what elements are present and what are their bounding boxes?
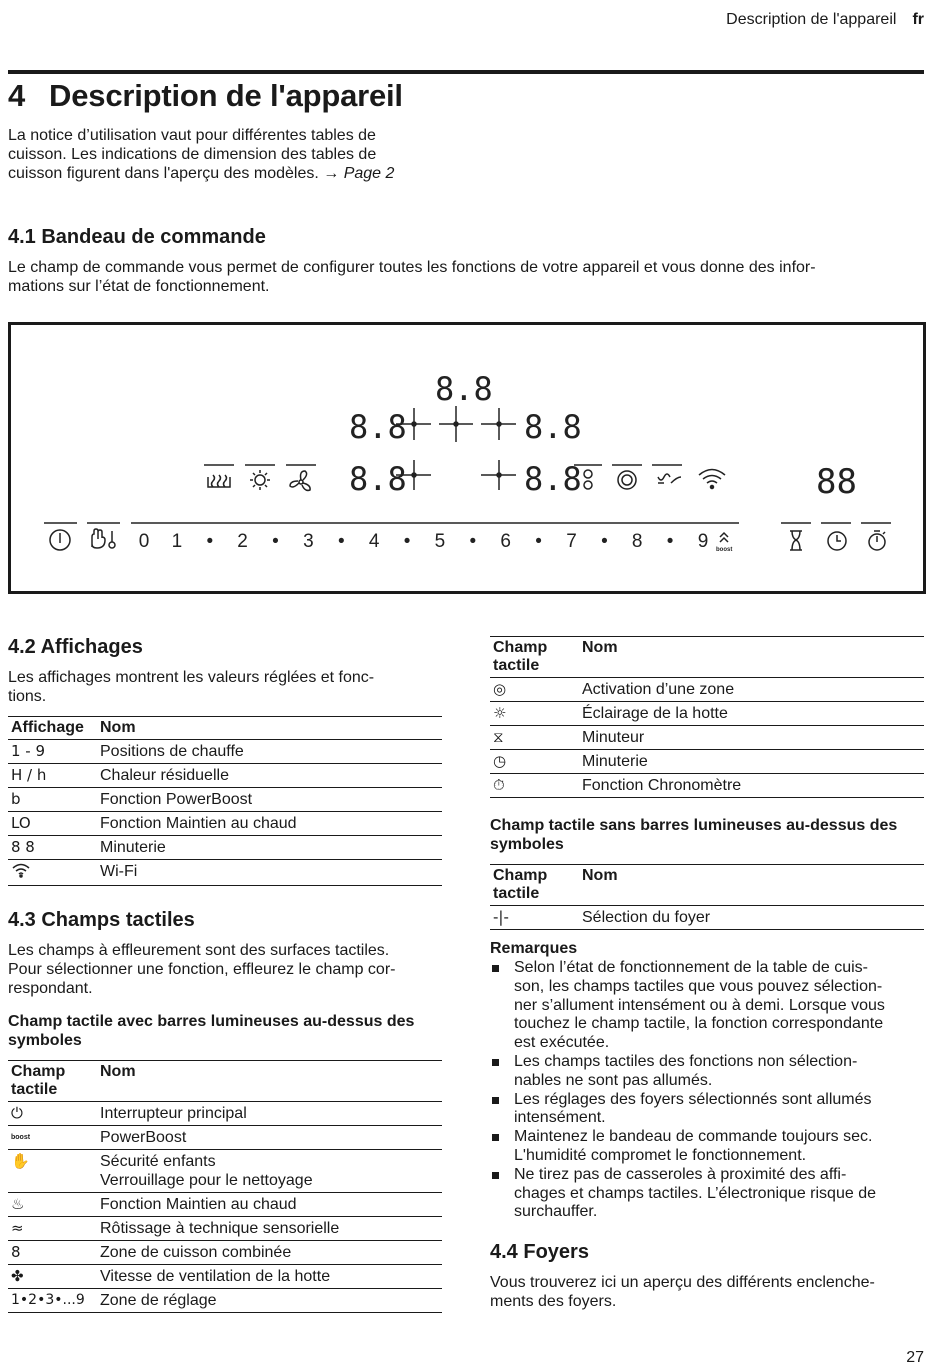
child-lock-icon: ✋ (11, 1152, 30, 1170)
section-4-3-title: 4.3 Champs tactiles (8, 909, 195, 931)
chapter-intro: La notice d’utilisation vaut pour différentes tables de cuisson. Les indications de dimension des tables de cuisson figurent dans l'aperçu des modèles. → Page 2 (8, 127, 395, 182)
scale-level-7[interactable]: 7 (566, 531, 577, 552)
section-4-4-title: 4.4 Foyers (490, 1241, 589, 1263)
scale-dot[interactable]: • (337, 531, 345, 552)
scale-level-5[interactable]: 5 (434, 531, 446, 552)
heat-level-icon: 1 - 9 (11, 742, 46, 760)
timer-icon: ◷ (493, 752, 507, 770)
powerboost-display-icon: b (11, 790, 21, 808)
scale-dot[interactable]: • (403, 531, 411, 552)
table-row: ✋ Sécurité enfants Verrouillage pour le nettoyage (8, 1150, 442, 1193)
minute-minder-icon: ⧖ (493, 728, 504, 746)
timer-display-icon: 8 8 (11, 838, 35, 856)
zone-select-icon: -|- (493, 908, 509, 926)
table-row: 1 - 9 Positions de chauffe (8, 740, 442, 764)
display-left: 8.8 (349, 408, 407, 446)
col-touch: Champ tactile (493, 639, 548, 674)
fan-icon (290, 471, 310, 490)
touch-fields-table-2 (490, 636, 924, 798)
table-row: -|- Sélection du foyer (490, 906, 924, 930)
sensor-roasting-icon: ≈ (11, 1219, 24, 1237)
col-display: Affichage (11, 719, 84, 736)
scale-dot[interactable]: • (469, 531, 477, 552)
sensor-roasting-icon (658, 474, 681, 483)
table-row: boost PowerBoost (8, 1126, 442, 1150)
list-item: Maintenez le bandeau de commande toujours sec. L'humidité compromet le fonctionnement. (490, 1128, 930, 1166)
zone-select-3 (481, 408, 516, 440)
scale-level-0[interactable]: 0 (138, 531, 150, 552)
fan-icon: ✤ (11, 1267, 24, 1285)
table-row: ⏻ Interrupteur principal (8, 1102, 442, 1126)
display-lower-left: 8.8 (349, 460, 407, 498)
stopwatch-icon: ⏱ (493, 776, 505, 794)
minute-minder-icon (790, 531, 802, 550)
list-item: Les champs tactiles des fonctions non sélection- nables ne sont pas allumés. (490, 1053, 930, 1091)
chapter-title: 4 Description de l'appareil (8, 78, 403, 113)
hood-light-icon (250, 470, 270, 490)
keep-warm-icon: ♨ (11, 1195, 25, 1213)
scale-dot[interactable]: • (535, 531, 542, 552)
scale-level-1[interactable]: 1 (171, 531, 183, 552)
combined-zone-icon: 8 (11, 1243, 21, 1261)
table-row: 8 8 Minuterie (8, 836, 442, 860)
combined-zone-icon (584, 470, 592, 489)
section-4-3-text: Les champs à effleurement sont des surfaces tactiles. Pour sélectionner une fonction, effleurez le champ cor- respondant. (8, 942, 396, 997)
scale-level-4[interactable]: 4 (368, 531, 380, 552)
table-row: ✤ Vitesse de ventilation de la hotte (8, 1265, 442, 1289)
col-name: Nom (582, 867, 618, 884)
zone-activation-icon (618, 471, 636, 489)
control-panel-figure (8, 322, 926, 594)
section-4-4-text: Vous trouverez ici un aperçu des différents enclenche- ments des foyers. (490, 1274, 875, 1310)
page-number: 27 (906, 1349, 924, 1366)
section-4-2-title: 4.2 Affichages (8, 636, 143, 658)
table-row: ◷ Minuterie (490, 750, 924, 774)
header-title: Description de l'appareil (726, 11, 897, 28)
col-touch: Champ tactile (11, 1063, 66, 1098)
timer-display: 88 (816, 462, 857, 502)
display-right: 8.8 (524, 408, 582, 446)
subheading-with-bars: Champ tactile avec barres lumineuses au-dessus des symboles (8, 1013, 415, 1049)
list-item: Selon l’état de fonctionnement de la table de cuis- son, les champs tactiles que vous pouvez sélection- ner s’allument intensément ou à demi. Lorsque vous touchez le champ tactile, la fonction correspondante est exécutée. (490, 959, 930, 1053)
keep-warm-icon (208, 475, 230, 487)
stopwatch-icon (869, 531, 885, 550)
scale-level-3[interactable]: 3 (303, 531, 314, 552)
table-row: LO Fonction Maintien au chaud (8, 812, 442, 836)
zone-select-2 (439, 406, 473, 442)
table-row: 1•2•3•...9 Zone de réglage (8, 1289, 442, 1313)
table-row: ≈ Rôtissage à technique sensorielle (8, 1217, 442, 1241)
list-item: Ne tirez pas de casseroles à proximité des affi- chages et champs tactiles. L’électronique risque de surchauffer. (490, 1166, 930, 1222)
boost-label: boost (716, 547, 733, 553)
table-row: ◎ Activation d’une zone (490, 678, 924, 702)
scale-dot[interactable]: • (601, 531, 608, 552)
table-row: H / h Chaleur résiduelle (8, 764, 442, 788)
section-4-1-title: 4.1 Bandeau de commande (8, 226, 266, 248)
display-lower-right: 8.8 (524, 460, 582, 498)
zone-select-5 (481, 460, 516, 490)
subheading-without-bars: Champ tactile sans barres lumineuses au-dessus des symboles (490, 817, 898, 853)
scale-dot[interactable]: • (666, 531, 674, 552)
section-4-2-text: Les affichages montrent les valeurs réglées et fonc- tions. (8, 669, 375, 705)
displays-table (8, 716, 442, 886)
scale-level-8[interactable]: 8 (631, 531, 643, 552)
scale-level-6[interactable]: 6 (500, 531, 511, 552)
power-icon (50, 530, 70, 550)
header-lang: fr (912, 11, 924, 28)
running-header (726, 11, 924, 29)
remarks-list (490, 959, 930, 1222)
table-row: ⏱ Fonction Chronomètre (490, 774, 924, 798)
section-4-1-text: Le champ de commande vous permet de configurer toutes les fonctions de votre appareil et vous donne des infor- mations sur l’état de fonctionnement. (8, 259, 816, 295)
table-row: ♨ Fonction Maintien au chaud (8, 1193, 442, 1217)
boost-icon: boost (11, 1134, 31, 1141)
zone-activation-icon: ◎ (493, 680, 507, 698)
table-row: b Fonction PowerBoost (8, 788, 442, 812)
scale-level-9[interactable]: 9 (697, 531, 709, 552)
col-name: Nom (100, 1063, 136, 1080)
timer-icon (828, 532, 846, 550)
scale-dot[interactable]: • (206, 531, 214, 552)
hood-light-icon: ☼ (493, 704, 507, 722)
remarks-title: Remarques (490, 940, 578, 957)
setting-range-icon: 1•2•3•...9 (11, 1292, 85, 1308)
boost-icon (720, 533, 728, 542)
touch-fields-table-3 (490, 864, 924, 930)
wifi-icon (8, 860, 97, 886)
power-icon: ⏻ (11, 1104, 23, 1122)
col-touch: Champ tactile (493, 867, 548, 902)
residual-heat-icon: H / h (11, 766, 47, 784)
table-row: Wi-Fi (8, 860, 442, 886)
col-name: Nom (100, 719, 136, 736)
table-row: 8 Zone de cuisson combinée (8, 1241, 442, 1265)
touch-fields-table (8, 1060, 442, 1313)
wifi-icon (699, 470, 725, 489)
col-name: Nom (582, 639, 618, 656)
list-item: Les réglages des foyers sélectionnés sont allumés intensément. (490, 1091, 930, 1129)
power-scale (139, 531, 709, 552)
scale-level-2[interactable]: 2 (237, 531, 248, 552)
header-rule (8, 70, 924, 74)
table-row: ⧖ Minuteur (490, 726, 924, 750)
child-lock-icon (92, 529, 115, 548)
table-row: ☼ Éclairage de la hotte (490, 702, 924, 726)
scale-dot[interactable]: • (272, 531, 279, 552)
keep-warm-display-icon: LO (11, 814, 31, 832)
display-top: 8.8 (435, 370, 493, 408)
